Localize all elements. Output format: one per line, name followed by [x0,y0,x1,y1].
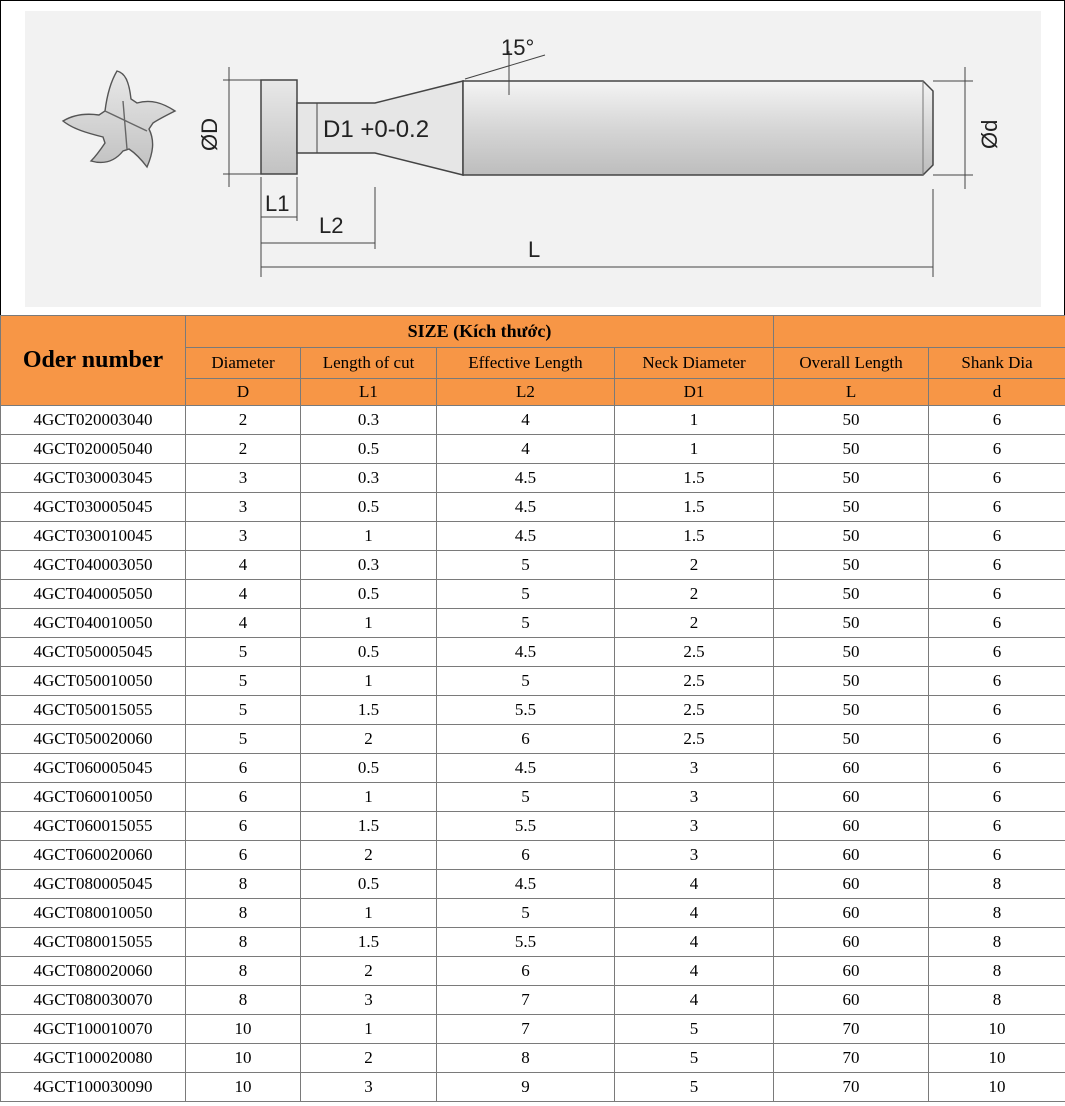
table-cell: 2 [301,1044,437,1073]
order-number-cell: 4GCT080020060 [1,957,186,986]
order-number-header: Oder number [1,316,186,406]
table-cell: 50 [774,725,929,754]
table-cell: 6 [929,754,1065,783]
table-cell: 6 [929,522,1065,551]
table-row [1,928,1065,957]
table-cell: 0.5 [301,580,437,609]
table-cell: 4 [186,609,301,638]
table-cell: 10 [186,1073,301,1102]
spec-table [0,315,1065,1102]
column-header-name: Effective Length [437,348,615,379]
table-row [1,783,1065,812]
table-cell: 50 [774,696,929,725]
table-cell: 50 [774,638,929,667]
diameter-label: ØD [197,118,222,151]
table-cell: 0.5 [301,754,437,783]
table-cell: 3 [186,522,301,551]
order-number-cell: 4GCT060020060 [1,841,186,870]
table-cell: 4.5 [437,522,615,551]
table-cell: 70 [774,1044,929,1073]
table-cell: 50 [774,464,929,493]
order-number-cell: 4GCT040003050 [1,551,186,580]
size-header-extension [774,316,1065,348]
order-number-cell: 4GCT060005045 [1,754,186,783]
table-cell: 7 [437,986,615,1015]
table-cell: 4 [615,899,774,928]
table-cell: 1.5 [615,493,774,522]
size-header: SIZE (Kích thước) [186,316,774,348]
table-cell: 2 [186,406,301,435]
table-cell: 60 [774,986,929,1015]
table-cell: 2.5 [615,667,774,696]
table-row [1,870,1065,899]
table-cell: 6 [437,725,615,754]
table-cell: 6 [929,638,1065,667]
table-cell: 0.5 [301,870,437,899]
table-cell: 60 [774,899,929,928]
table-cell: 5.5 [437,812,615,841]
table-cell: 3 [615,812,774,841]
table-row [1,406,1065,435]
table-cell: 2 [186,435,301,464]
order-number-cell: 4GCT030010045 [1,522,186,551]
table-cell: 4 [615,870,774,899]
table-cell: 1.5 [301,812,437,841]
table-row [1,638,1065,667]
table-cell: 3 [186,493,301,522]
column-header-symbol: d [929,379,1065,406]
table-cell: 50 [774,522,929,551]
table-cell: 1 [301,609,437,638]
table-cell: 6 [929,580,1065,609]
table-cell: 1.5 [301,928,437,957]
column-header-symbol: D [186,379,301,406]
order-number-cell: 4GCT050010050 [1,667,186,696]
column-header-name: Neck Diameter [615,348,774,379]
table-cell: 60 [774,870,929,899]
shank-diameter-label: Ød [977,119,1002,149]
table-cell: 50 [774,493,929,522]
table-cell: 8 [929,957,1065,986]
table-cell: 10 [929,1073,1065,1102]
table-cell: 8 [186,957,301,986]
table-row [1,1073,1065,1102]
column-header-name: Overall Length [774,348,929,379]
table-cell: 8 [186,899,301,928]
table-cell: 50 [774,551,929,580]
order-number-cell: 4GCT040010050 [1,609,186,638]
table-cell: 2.5 [615,725,774,754]
table-cell: 50 [774,609,929,638]
table-cell: 5 [437,580,615,609]
neck-diameter-label: D1 +0-0.2 [323,116,430,143]
order-number-cell: 4GCT100010070 [1,1015,186,1044]
table-cell: 1 [301,522,437,551]
table-cell: 10 [929,1044,1065,1073]
overall-length-label: L [528,237,541,262]
table-cell: 4 [437,435,615,464]
table-cell: 6 [929,725,1065,754]
table-cell: 6 [929,551,1065,580]
table-row [1,696,1065,725]
table-cell: 4.5 [437,754,615,783]
table-row [1,493,1065,522]
table-cell: 2.5 [615,638,774,667]
table-cell: 6 [929,696,1065,725]
table-cell: 9 [437,1073,615,1102]
column-header-name: Diameter [186,348,301,379]
order-number-cell: 4GCT020003040 [1,406,186,435]
column-header-symbol: L2 [437,379,615,406]
table-row [1,464,1065,493]
table-cell: 8 [929,899,1065,928]
table-row [1,580,1065,609]
table-cell: 5 [615,1015,774,1044]
table-cell: 0.5 [301,638,437,667]
table-cell: 6 [929,783,1065,812]
table-cell: 1 [301,783,437,812]
table-cell: 4.5 [437,493,615,522]
table-cell: 10 [929,1015,1065,1044]
table-cell: 3 [615,783,774,812]
table-cell: 5.5 [437,696,615,725]
table-cell: 6 [929,493,1065,522]
order-number-cell: 4GCT080015055 [1,928,186,957]
table-cell: 5 [186,638,301,667]
table-cell: 5 [437,899,615,928]
table-cell: 2 [301,725,437,754]
table-cell: 6 [186,812,301,841]
table-row [1,725,1065,754]
table-cell: 6 [186,783,301,812]
table-row [1,899,1065,928]
table-cell: 50 [774,435,929,464]
table-cell: 4 [186,580,301,609]
table-cell: 2 [615,580,774,609]
table-cell: 6 [437,841,615,870]
table-cell: 5.5 [437,928,615,957]
table-cell: 60 [774,841,929,870]
table-cell: 0.5 [301,435,437,464]
shank [463,81,933,175]
table-cell: 5 [615,1044,774,1073]
table-cell: 6 [929,406,1065,435]
table-cell: 60 [774,812,929,841]
table-cell: 50 [774,580,929,609]
order-number-cell: 4GCT050005045 [1,638,186,667]
table-cell: 3 [615,841,774,870]
cutting-head [261,80,297,174]
order-number-cell: 4GCT080030070 [1,986,186,1015]
table-cell: 70 [774,1073,929,1102]
order-number-cell: 4GCT030005045 [1,493,186,522]
table-cell: 60 [774,957,929,986]
column-header-name: Length of cut [301,348,437,379]
table-cell: 10 [186,1044,301,1073]
table-row [1,551,1065,580]
table-row [1,667,1065,696]
order-number-cell: 4GCT100020080 [1,1044,186,1073]
t-slot-cutter-diagram [25,11,1041,307]
table-cell: 4 [186,551,301,580]
l2-label: L2 [319,213,344,238]
table-cell: 5 [437,783,615,812]
l1-label: L1 [265,191,290,216]
table-body [1,406,1065,1102]
table-cell: 8 [186,986,301,1015]
table-row [1,986,1065,1015]
table-cell: 7 [437,1015,615,1044]
table-cell: 8 [929,986,1065,1015]
table-cell: 0.5 [301,493,437,522]
table-cell: 8 [186,870,301,899]
order-number-cell: 4GCT060010050 [1,783,186,812]
order-number-cell: 4GCT080010050 [1,899,186,928]
column-header-symbol: L [774,379,929,406]
table-cell: 5 [186,667,301,696]
order-number-cell: 4GCT050015055 [1,696,186,725]
table-cell: 5 [186,696,301,725]
table-cell: 5 [437,551,615,580]
table-row [1,812,1065,841]
table-cell: 5 [437,667,615,696]
table-cell: 3 [301,1073,437,1102]
order-number-cell: 4GCT060015055 [1,812,186,841]
table-cell: 4 [615,928,774,957]
table-cell: 60 [774,754,929,783]
table-cell: 0.3 [301,406,437,435]
table-cell: 0.3 [301,551,437,580]
table-row [1,435,1065,464]
order-number-cell: 4GCT100030090 [1,1073,186,1102]
column-header-symbol: L1 [301,379,437,406]
table-cell: 4.5 [437,638,615,667]
table-cell: 4.5 [437,464,615,493]
table-cell: 6 [929,812,1065,841]
angle-label: 15° [501,35,535,60]
table-cell: 8 [437,1044,615,1073]
table-cell: 6 [929,667,1065,696]
table-cell: 1 [615,406,774,435]
table-cell: 60 [774,783,929,812]
table-cell: 1 [301,899,437,928]
table-cell: 4 [437,406,615,435]
table-cell: 4 [615,986,774,1015]
table-cell: 6 [929,464,1065,493]
table-cell: 3 [186,464,301,493]
table-cell: 1.5 [615,522,774,551]
table-row [1,1015,1065,1044]
table-cell: 2 [615,609,774,638]
table-cell: 6 [929,609,1065,638]
table-cell: 8 [186,928,301,957]
table-cell: 8 [929,928,1065,957]
table-row [1,1044,1065,1073]
order-number-cell: 4GCT030003045 [1,464,186,493]
order-number-cell: 4GCT040005050 [1,580,186,609]
table-cell: 70 [774,1015,929,1044]
table-cell: 5 [437,609,615,638]
table-cell: 6 [929,435,1065,464]
table-cell: 8 [929,870,1065,899]
table-cell: 2 [615,551,774,580]
table-cell: 5 [615,1073,774,1102]
table-cell: 0.3 [301,464,437,493]
table-row [1,522,1065,551]
table-row [1,609,1065,638]
table-cell: 6 [929,841,1065,870]
table-cell: 1 [301,667,437,696]
order-number-cell: 4GCT020005040 [1,435,186,464]
table-cell: 6 [186,841,301,870]
table-row [1,841,1065,870]
table-cell: 1.5 [301,696,437,725]
column-header-symbol: D1 [615,379,774,406]
table-cell: 2 [301,957,437,986]
table-cell: 4 [615,957,774,986]
table-cell: 1.5 [615,464,774,493]
table-cell: 3 [301,986,437,1015]
table-cell: 4.5 [437,870,615,899]
table-cell: 5 [186,725,301,754]
table-cell: 6 [437,957,615,986]
table-cell: 3 [615,754,774,783]
table-cell: 1 [301,1015,437,1044]
tool-drawing-panel [0,0,1065,316]
order-number-cell: 4GCT050020060 [1,725,186,754]
table-row [1,754,1065,783]
table-cell: 10 [186,1015,301,1044]
end-view-icon [63,71,175,167]
table-cell: 2.5 [615,696,774,725]
table-row [1,957,1065,986]
order-number-cell: 4GCT080005045 [1,870,186,899]
table-cell: 60 [774,928,929,957]
table-cell: 6 [186,754,301,783]
table-cell: 50 [774,406,929,435]
table-cell: 1 [615,435,774,464]
table-cell: 2 [301,841,437,870]
table-cell: 50 [774,667,929,696]
column-header-name: Shank Dia [929,348,1065,379]
tool-drawing [25,11,1041,307]
